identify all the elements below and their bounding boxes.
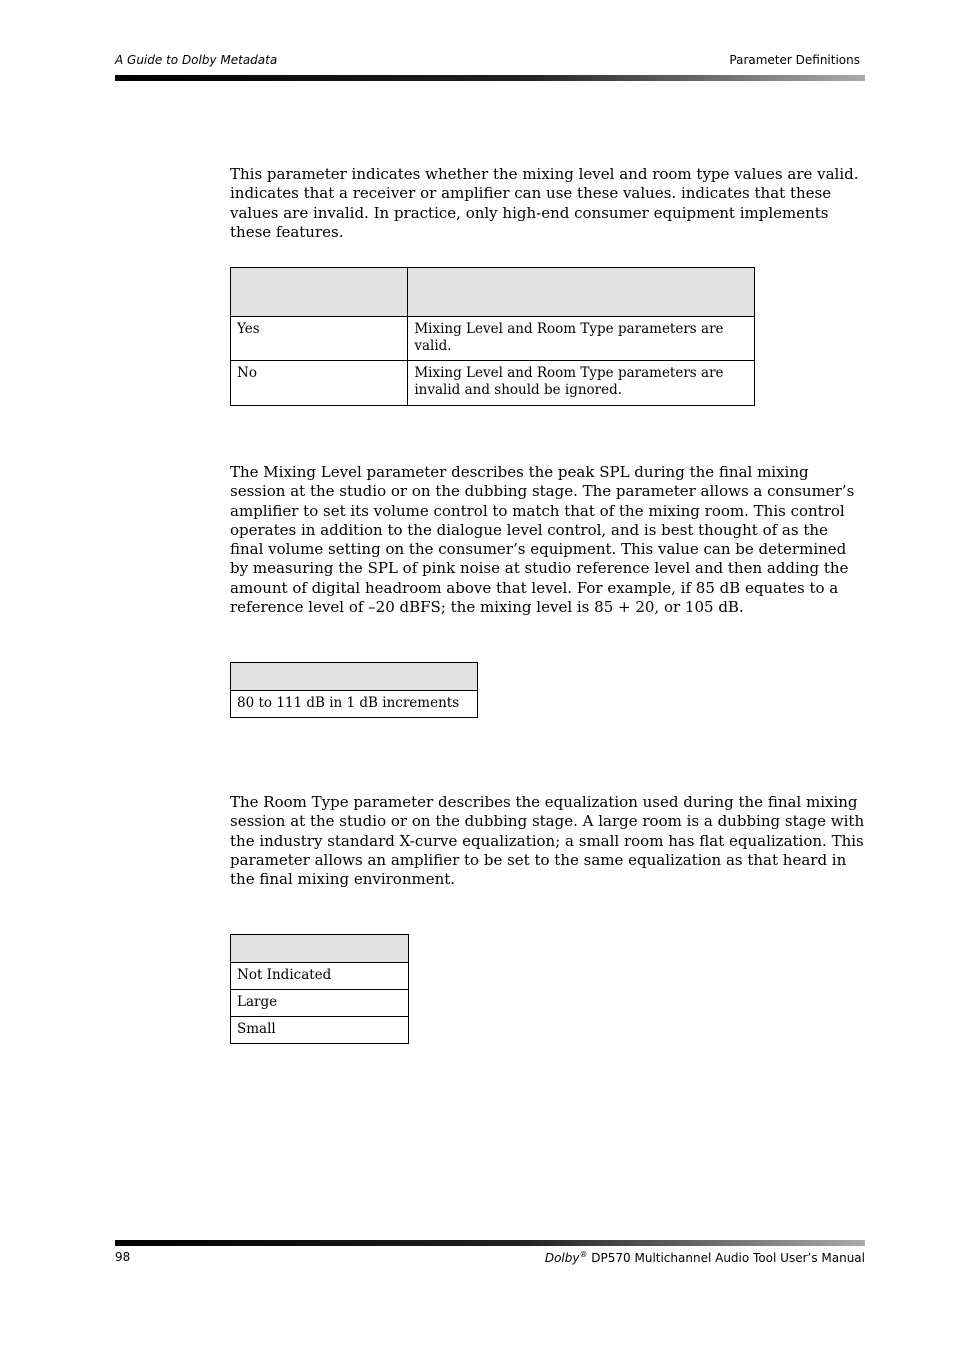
table-header-cell — [231, 268, 408, 317]
room-type-paragraph: The Room Type parameter describes the equalization used during the final mixing session at the studio or on the dubbing stage. A large room is a dubbing stage with the industry standard X-curve equalization; a small room has flat equalization. This parameter allows an amplifier to be set to the same equalization as that heard in the final mixing environment. — [230, 793, 865, 889]
table-header-cell — [408, 268, 755, 317]
header-rule — [115, 75, 865, 81]
table-header-cell — [231, 935, 409, 963]
table-row — [231, 691, 478, 718]
running-header-section: Parameter Definitions — [729, 53, 860, 67]
registered-mark: ® — [579, 1250, 588, 1259]
mixing-level-table — [230, 662, 478, 718]
validity-paragraph: This parameter indicates whether the mixing level and room type values are valid. indicates that a receiver or amplifier can use these values. indicates that these values are invalid. In practice, only high-end consumer equipment implements these features. — [230, 165, 859, 241]
validity-table — [230, 267, 755, 406]
table-row — [231, 990, 409, 1017]
table-row — [231, 1017, 409, 1044]
table-row — [231, 361, 755, 406]
page-number: 98 — [115, 1250, 131, 1264]
room-type-table — [230, 934, 409, 1044]
table-cell: Yes — [231, 317, 408, 361]
mixing-level-paragraph: The Mixing Level parameter describes the peak SPL during the final mixing session at the studio or on the dubbing stage. The parameter allows a consumer’s amplifier to set its volume control to match that of the mixing room. This control operates in addition to the dialogue level control, and is best thought of as the final volume setting on the consumer’s equipment. This value can be determined by measuring the SPL of pink noise at studio reference level and then adding the amount of digital headroom above that level. For example, if 85 dB equates to a reference level of –20 dBFS; the mixing level is 85 + 20, or 105 dB. — [230, 463, 855, 617]
table-cell: Not Indicated — [231, 963, 409, 990]
table-row — [231, 317, 755, 361]
table-cell: Small — [231, 1017, 409, 1044]
table-header-row — [231, 935, 409, 963]
table-cell: Mixing Level and Room Type parameters are invalid and should be ignored. — [408, 361, 755, 406]
table-cell: Large — [231, 990, 409, 1017]
table-header-cell — [231, 663, 478, 691]
table-row — [231, 963, 409, 990]
footer-rule — [115, 1240, 865, 1246]
table-cell: Mixing Level and Room Type parameters are valid. — [408, 317, 755, 361]
table-cell: No — [231, 361, 408, 406]
table-cell: 80 to 111 dB in 1 dB increments — [231, 691, 478, 718]
running-header-title: A Guide to Dolby Metadata — [115, 53, 278, 67]
brand-name: Dolby — [544, 1251, 580, 1265]
table-header-row — [231, 663, 478, 691]
manual-title — [545, 1250, 865, 1265]
manual-title-text: DP570 Multichannel Audio Tool User’s Manual — [587, 1251, 865, 1265]
table-header-row — [231, 268, 755, 317]
